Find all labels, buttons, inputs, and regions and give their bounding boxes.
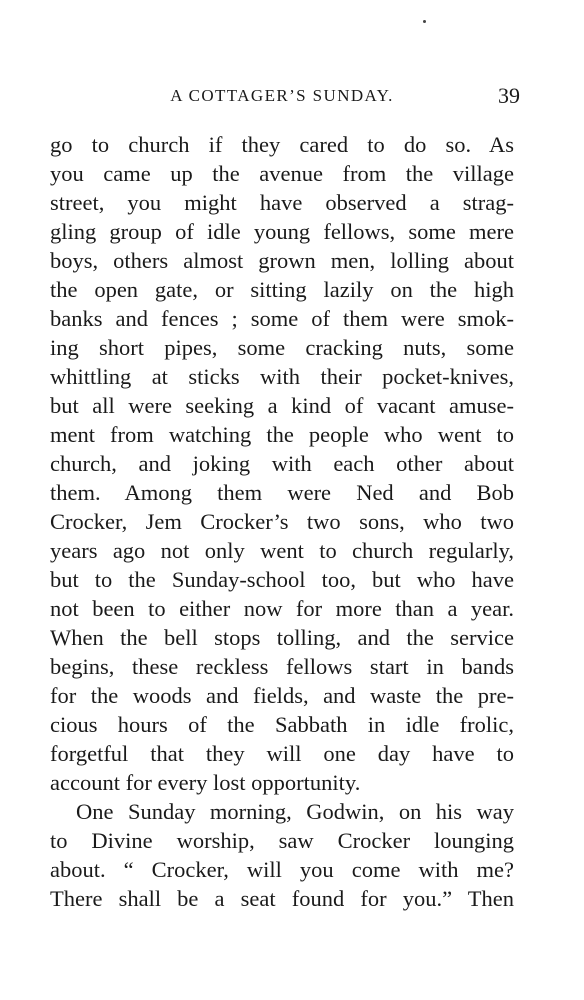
text-line: boys, others almost grown men, lolling about bbox=[50, 248, 514, 273]
text-line: to Divine worship, saw Crocker lounging bbox=[50, 828, 514, 853]
text-line: them. Among them were Ned and Bob bbox=[50, 480, 514, 505]
text-line: the open gate, or sitting lazily on the high bbox=[50, 277, 514, 302]
text-line: forgetful that they will one day have to bbox=[50, 741, 514, 766]
page-number: 39 bbox=[498, 83, 520, 108]
text-line: Crocker, Jem Crocker’s two sons, who two bbox=[50, 509, 514, 534]
text-line: go to church if they cared to do so. As bbox=[50, 132, 514, 157]
print-speck bbox=[423, 20, 426, 23]
text-line: church, and joking with each other about bbox=[50, 451, 514, 476]
text-line: begins, these reckless fellows start in bands bbox=[50, 654, 514, 679]
text-line: ment from watching the people who went to bbox=[50, 422, 514, 447]
text-line: When the bell stops tolling, and the service bbox=[50, 625, 514, 650]
text-line: not been to either now for more than a year. bbox=[50, 596, 514, 621]
text-line: cious hours of the Sabbath in idle frolic, bbox=[50, 712, 514, 737]
text-line: There shall be a seat found for you.” Then bbox=[50, 886, 514, 911]
text-line: about. “ Crocker, will you come with me? bbox=[50, 857, 514, 882]
text-line: account for every lost opportunity. bbox=[50, 770, 361, 795]
running-title: A COTTAGER’S SUNDAY. bbox=[170, 86, 394, 105]
text-line: you came up the avenue from the village bbox=[50, 161, 514, 186]
text-line: years ago not only went to church regularly, bbox=[50, 538, 514, 563]
text-line: street, you might have observed a strag- bbox=[50, 190, 514, 215]
text-line: but all were seeking a kind of vacant amuse- bbox=[50, 393, 514, 418]
running-head bbox=[50, 83, 520, 114]
text-line: gling group of idle young fellows, some mere bbox=[50, 219, 514, 244]
text-line: One Sunday morning, Godwin, on his way bbox=[76, 799, 514, 824]
body-text bbox=[50, 130, 514, 913]
text-line: but to the Sunday-school too, but who have bbox=[50, 567, 514, 592]
text-line: ing short pipes, some cracking nuts, some bbox=[50, 335, 514, 360]
text-line: for the woods and fields, and waste the pre- bbox=[50, 683, 514, 708]
text-line: whittling at sticks with their pocket-knives, bbox=[50, 364, 514, 389]
text-line: banks and fences ; some of them were smok- bbox=[50, 306, 514, 331]
